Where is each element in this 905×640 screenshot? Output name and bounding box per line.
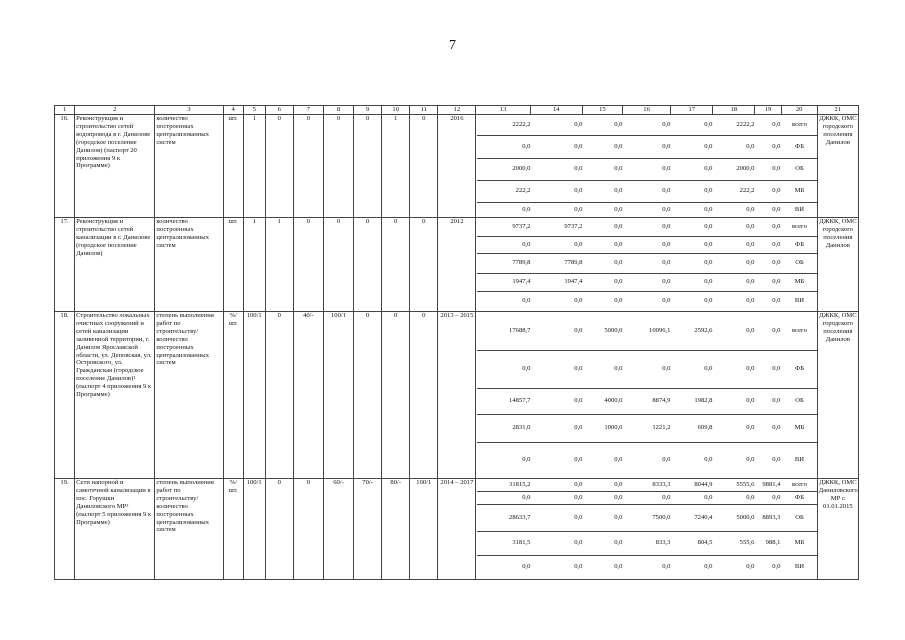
amount-cell: 0,0 <box>583 273 623 291</box>
financing-row <box>477 388 817 414</box>
financing-row <box>477 236 817 253</box>
indicator: количество построенных централизованных систем <box>155 115 223 218</box>
financing-row <box>477 350 817 388</box>
amount-cell: 0,0 <box>583 555 623 579</box>
amount-cell: 0,0 <box>623 202 671 217</box>
amount-cell: 1982,8 <box>671 388 713 414</box>
amount-cell: 222,2 <box>477 180 531 202</box>
value-cell: 100/1 <box>323 312 353 479</box>
amount-cell: 31815,2 <box>509 480 531 488</box>
value-cell: 100/1 <box>410 479 438 580</box>
amount-cell: 0,0 <box>623 253 671 273</box>
amount-cell: 7789,8 <box>477 253 531 273</box>
budget-source: ФБ <box>781 350 817 388</box>
unit: %/ шт. <box>223 312 243 479</box>
amount-cell: 0,0 <box>671 555 713 579</box>
financing-row <box>477 555 817 579</box>
budget-source: ФБ <box>781 491 817 504</box>
amount-cell: 0,0 <box>623 158 671 180</box>
amount-cell: 0,0 <box>614 120 623 128</box>
budget-source: ВИ <box>781 442 817 478</box>
budget-source: ОБ <box>781 253 817 273</box>
amount-cell: 988,1 <box>755 531 781 555</box>
indicator: степень выполнения работ по строительству/ количество построенных централизованных систем <box>155 479 223 580</box>
header-cell: 5 <box>243 106 265 115</box>
amount-cell: 0,0 <box>623 442 671 478</box>
amount-cell: 2222,2 <box>736 120 755 128</box>
value-cell: 0 <box>354 312 382 479</box>
budget-source: всего <box>792 120 807 128</box>
amount-cell: 0,0 <box>531 291 583 311</box>
amount-cell: 0,0 <box>662 222 671 230</box>
amount-cell: 0,0 <box>713 414 755 442</box>
amount-cell: 1947,4 <box>477 273 531 291</box>
amount-cell: 8874,9 <box>623 388 671 414</box>
financing-row <box>477 442 817 478</box>
executor: ДЖКК, ОМС городского поселения Данилов <box>817 312 858 479</box>
financing-block <box>476 218 817 312</box>
measure-name: Реконструкция и строительство сетей водопровода в г. Данилове (городское поселение Данилов) (паспорт 20 приложения 9 к Программе) <box>75 115 155 218</box>
financing-row <box>477 115 817 135</box>
table-row <box>55 312 859 479</box>
amount-cell: 9881,4 <box>762 480 781 488</box>
value-cell: 60/- <box>323 479 353 580</box>
amount-cell: 0,0 <box>574 120 583 128</box>
amount-cell: 0,0 <box>531 442 583 478</box>
amount-cell: 0,0 <box>623 273 671 291</box>
amount-cell: 0,0 <box>713 442 755 478</box>
value-cell: 0 <box>323 218 353 312</box>
amount-cell: 0,0 <box>574 480 583 488</box>
value-cell: 0 <box>265 312 293 479</box>
amount-cell: 0,0 <box>746 326 755 334</box>
amount-cell: 0,0 <box>477 350 531 388</box>
amount-cell: 0,0 <box>574 326 583 334</box>
header-cell: 12 <box>438 106 476 115</box>
amount-cell: 0,0 <box>623 291 671 311</box>
program-table <box>54 105 859 580</box>
amount-cell: 8893,3 <box>755 504 781 531</box>
row-number: 16. <box>55 115 75 218</box>
budget-source: ФБ <box>781 135 817 158</box>
header-cell: 3 <box>155 106 223 115</box>
financing-row <box>477 312 817 350</box>
amount-cell: 0,0 <box>531 135 583 158</box>
budget-source: МБ <box>781 531 817 555</box>
value-cell: 0 <box>293 218 323 312</box>
header-cell: 19 <box>755 106 781 115</box>
financing-row <box>477 504 817 531</box>
value-cell: 100/1 <box>243 479 265 580</box>
amount-cell: 0,0 <box>755 442 781 478</box>
amount-cell: 555,6 <box>713 531 755 555</box>
header-cell: 21 <box>817 106 858 115</box>
amount-cell: 0,0 <box>671 135 713 158</box>
indicator: количество построенных централизованных систем <box>155 218 223 312</box>
amount-cell: 0,0 <box>755 491 781 504</box>
amount-cell: 0,0 <box>531 158 583 180</box>
amount-cell: 28633,7 <box>477 504 531 531</box>
amount-cell: 0,0 <box>623 135 671 158</box>
amount-cell: 9737,2 <box>564 222 583 230</box>
header-cell: 16 <box>623 106 671 115</box>
row-number: 19. <box>55 479 75 580</box>
amount-cell: 0,0 <box>713 202 755 217</box>
amount-cell: 0,0 <box>755 180 781 202</box>
amount-cell: 17688,7 <box>509 326 531 334</box>
financing-row <box>477 218 817 236</box>
value-cell: 0 <box>410 218 438 312</box>
amount-cell: 0,0 <box>772 120 781 128</box>
financing-row <box>477 135 817 158</box>
value-cell: 0 <box>323 115 353 218</box>
amount-cell: 0,0 <box>531 350 583 388</box>
unit: %/ шт. <box>223 479 243 580</box>
financing-row <box>477 491 817 504</box>
amount-cell: 0,0 <box>583 442 623 478</box>
amount-cell: 0,0 <box>583 350 623 388</box>
header-cell: 9 <box>354 106 382 115</box>
amount-cell: 10096,1 <box>649 326 671 334</box>
value-cell: 40/- <box>293 312 323 479</box>
year-cell: 2014 – 2017 <box>438 479 476 580</box>
amount-cell: 0,0 <box>713 253 755 273</box>
financing-row <box>477 180 817 202</box>
financing-row <box>477 291 817 311</box>
budget-source: ОБ <box>781 504 817 531</box>
amount-cell: 0,0 <box>671 273 713 291</box>
executor: ДЖКК, ОМС городского поселения Данилов <box>817 115 858 218</box>
amount-cell: 0,0 <box>531 531 583 555</box>
header-cell: 18 <box>713 106 755 115</box>
financing-table <box>477 115 817 217</box>
financing-table <box>477 479 817 579</box>
amount-cell: 4000,0 <box>583 388 623 414</box>
value-cell: 0 <box>293 115 323 218</box>
amount-cell: 0,0 <box>772 222 781 230</box>
amount-cell: 3181,5 <box>477 531 531 555</box>
amount-cell: 0,0 <box>477 291 531 311</box>
amount-cell: 5000,0 <box>713 504 755 531</box>
amount-cell: 2222,2 <box>512 120 531 128</box>
budget-source: всего <box>792 222 807 230</box>
financing-row <box>477 253 817 273</box>
year-cell: 2016 <box>438 115 476 218</box>
executor: ДЖКК, ОМС Даниловского МР с 01.01.2015 <box>817 479 858 580</box>
header-cell: 20 <box>781 106 817 115</box>
amount-cell: 0,0 <box>477 491 531 504</box>
value-cell: 80/- <box>382 479 410 580</box>
amount-cell: 0,0 <box>614 480 623 488</box>
amount-cell: 0,0 <box>671 442 713 478</box>
budget-source: МБ <box>781 180 817 202</box>
table-row <box>55 218 859 312</box>
amount-cell: 0,0 <box>531 555 583 579</box>
amount-cell: 0,0 <box>477 555 531 579</box>
amount-cell: 0,0 <box>623 491 671 504</box>
budget-source: ОБ <box>781 388 817 414</box>
amount-cell: 5555,6 <box>736 480 755 488</box>
amount-cell: 0,0 <box>671 236 713 253</box>
amount-cell: 0,0 <box>755 135 781 158</box>
amount-cell: 0,0 <box>755 158 781 180</box>
value-cell: 0 <box>293 479 323 580</box>
amount-cell: 804,5 <box>671 531 713 555</box>
amount-cell: 1221,2 <box>623 414 671 442</box>
amount-cell: 0,0 <box>671 350 713 388</box>
budget-source: МБ <box>781 414 817 442</box>
amount-cell: 0,0 <box>671 491 713 504</box>
amount-cell: 0,0 <box>671 253 713 273</box>
amount-cell: 0,0 <box>531 202 583 217</box>
amount-cell: 222,2 <box>713 180 755 202</box>
amount-cell: 0,0 <box>704 120 713 128</box>
amount-cell: 0,0 <box>583 291 623 311</box>
amount-cell: 0,0 <box>583 236 623 253</box>
amount-cell: 0,0 <box>755 350 781 388</box>
amount-cell: 0,0 <box>755 202 781 217</box>
amount-cell: 7789,8 <box>531 253 583 273</box>
budget-source: МБ <box>781 273 817 291</box>
budget-source: всего <box>792 480 807 488</box>
amount-cell: 0,0 <box>623 350 671 388</box>
amount-cell: 2000,0 <box>713 158 755 180</box>
header-cell: 4 <box>223 106 243 115</box>
budget-source: всего <box>792 326 807 334</box>
amount-cell: 0,0 <box>614 222 623 230</box>
amount-cell: 0,0 <box>713 273 755 291</box>
amount-cell: 0,0 <box>671 291 713 311</box>
amount-cell: 0,0 <box>671 202 713 217</box>
amount-cell: 0,0 <box>623 236 671 253</box>
header-cell: 17 <box>671 106 713 115</box>
amount-cell: 609,8 <box>671 414 713 442</box>
value-cell: 1 <box>243 218 265 312</box>
financing-row <box>477 158 817 180</box>
amount-cell: 0,0 <box>755 236 781 253</box>
amount-cell: 0,0 <box>531 414 583 442</box>
amount-cell: 0,0 <box>662 120 671 128</box>
amount-cell: 0,0 <box>477 202 531 217</box>
header-cell: 11 <box>410 106 438 115</box>
amount-cell: 0,0 <box>755 388 781 414</box>
amount-cell: 0,0 <box>583 253 623 273</box>
amount-cell: 0,0 <box>531 491 583 504</box>
amount-cell: 0,0 <box>583 491 623 504</box>
amount-cell: 0,0 <box>713 388 755 414</box>
amount-cell: 2000,0 <box>477 158 531 180</box>
value-cell: 0 <box>354 115 382 218</box>
amount-cell: 0,0 <box>713 236 755 253</box>
amount-cell: 0,0 <box>713 135 755 158</box>
financing-table <box>477 312 817 478</box>
header-cell: 13 <box>476 106 530 115</box>
financing-row <box>477 479 817 491</box>
amount-cell: 0,0 <box>531 388 583 414</box>
header-row <box>55 106 859 115</box>
table-row <box>55 479 859 580</box>
financing-block <box>476 312 817 479</box>
financing-block <box>476 479 817 580</box>
header-cell: 10 <box>382 106 410 115</box>
value-cell: 1 <box>243 115 265 218</box>
value-cell: 0 <box>410 115 438 218</box>
row-number: 17. <box>55 218 75 312</box>
value-cell: 1 <box>265 218 293 312</box>
amount-cell: 0,0 <box>713 555 755 579</box>
value-cell: 100/1 <box>243 312 265 479</box>
amount-cell: 7500,0 <box>623 504 671 531</box>
amount-cell: 0,0 <box>583 180 623 202</box>
amount-cell: 1000,0 <box>583 414 623 442</box>
amount-cell: 0,0 <box>755 273 781 291</box>
measure-name: Реконструкция и строительство сетей канализации в г. Данилове (городское поселение Данилов) <box>75 218 155 312</box>
header-cell: 2 <box>75 106 155 115</box>
unit: шт. <box>223 218 243 312</box>
amount-cell: 0,0 <box>583 158 623 180</box>
amount-cell: 0,0 <box>583 202 623 217</box>
financing-row <box>477 202 817 217</box>
financing-row <box>477 414 817 442</box>
amount-cell: 1947,4 <box>531 273 583 291</box>
amount-cell: 0,0 <box>671 158 713 180</box>
budget-source: ФБ <box>781 236 817 253</box>
amount-cell: 0,0 <box>583 531 623 555</box>
year-cell: 2013 – 2015 <box>438 312 476 479</box>
value-cell: 0 <box>382 312 410 479</box>
amount-cell: 0,0 <box>531 504 583 531</box>
amount-cell: 833,3 <box>623 531 671 555</box>
header-cell: 1 <box>55 106 75 115</box>
row-number: 18. <box>55 312 75 479</box>
value-cell: 0 <box>354 218 382 312</box>
financing-table <box>477 218 817 311</box>
unit: шт. <box>223 115 243 218</box>
value-cell: 70/- <box>354 479 382 580</box>
table-row <box>55 115 859 218</box>
header-cell: 7 <box>293 106 323 115</box>
header-cell: 15 <box>582 106 622 115</box>
amount-cell: 0,0 <box>583 135 623 158</box>
measure-name: Строительство локальных очистных сооружений и сетей канализации заливенной территории, г. Данилов Ярославской области, ул. Деповская, ул. Островского, ул. Гражданская (городское поселение Данилов)¹ (паспорт 4 приложения 9 к Программе) <box>75 312 155 479</box>
amount-cell: 0,0 <box>755 414 781 442</box>
header-cell: 6 <box>265 106 293 115</box>
amount-cell: 0,0 <box>704 222 713 230</box>
amount-cell: 2831,0 <box>477 414 531 442</box>
measure-name: Сети напорной и самотечной канализации в пос. Горушки Даниловского МР² (паспорт 5 приложения 9 к Программе) <box>75 479 155 580</box>
amount-cell: 8044,9 <box>694 480 713 488</box>
amount-cell: 0,0 <box>755 253 781 273</box>
amount-cell: 0,0 <box>477 236 531 253</box>
amount-cell: 0,0 <box>671 180 713 202</box>
amount-cell: 8333,3 <box>652 480 671 488</box>
financing-row <box>477 273 817 291</box>
page-number: 7 <box>449 38 456 53</box>
amount-cell: 0,0 <box>477 442 531 478</box>
amount-cell: 0,0 <box>755 555 781 579</box>
financing-row <box>477 531 817 555</box>
indicator: степень выполнения работ по строительству/ количество построенных централизованных систем <box>155 312 223 479</box>
executor: ДЖКК, ОМС городского поселения Данилов <box>817 218 858 312</box>
header-cell: 14 <box>530 106 582 115</box>
amount-cell: 0,0 <box>713 291 755 311</box>
value-cell: 0 <box>382 218 410 312</box>
amount-cell: 0,0 <box>772 326 781 334</box>
header-cell: 8 <box>323 106 353 115</box>
amount-cell: 0,0 <box>477 135 531 158</box>
budget-source: ВИ <box>781 202 817 217</box>
amount-cell: 0,0 <box>531 236 583 253</box>
amount-cell: 14857,7 <box>477 388 531 414</box>
amount-cell: 0,0 <box>583 504 623 531</box>
value-cell: 1 <box>382 115 410 218</box>
amount-cell: 9737,2 <box>512 222 531 230</box>
year-cell: 2012 <box>438 218 476 312</box>
budget-source: ВИ <box>781 555 817 579</box>
budget-source: ВИ <box>781 291 817 311</box>
value-cell: 0 <box>265 479 293 580</box>
amount-cell: 2592,6 <box>694 326 713 334</box>
amount-cell: 5000,0 <box>604 326 623 334</box>
value-cell: 0 <box>410 312 438 479</box>
value-cell: 0 <box>265 115 293 218</box>
amount-cell: 0,0 <box>623 555 671 579</box>
financing-block <box>476 115 817 218</box>
amount-cell: 0,0 <box>623 180 671 202</box>
amount-cell: 0,0 <box>755 291 781 311</box>
amount-cell: 0,0 <box>713 350 755 388</box>
budget-source: ОБ <box>781 158 817 180</box>
amount-cell: 0,0 <box>531 180 583 202</box>
amount-cell: 7240,4 <box>671 504 713 531</box>
amount-cell: 0,0 <box>713 491 755 504</box>
amount-cell: 0,0 <box>746 222 755 230</box>
